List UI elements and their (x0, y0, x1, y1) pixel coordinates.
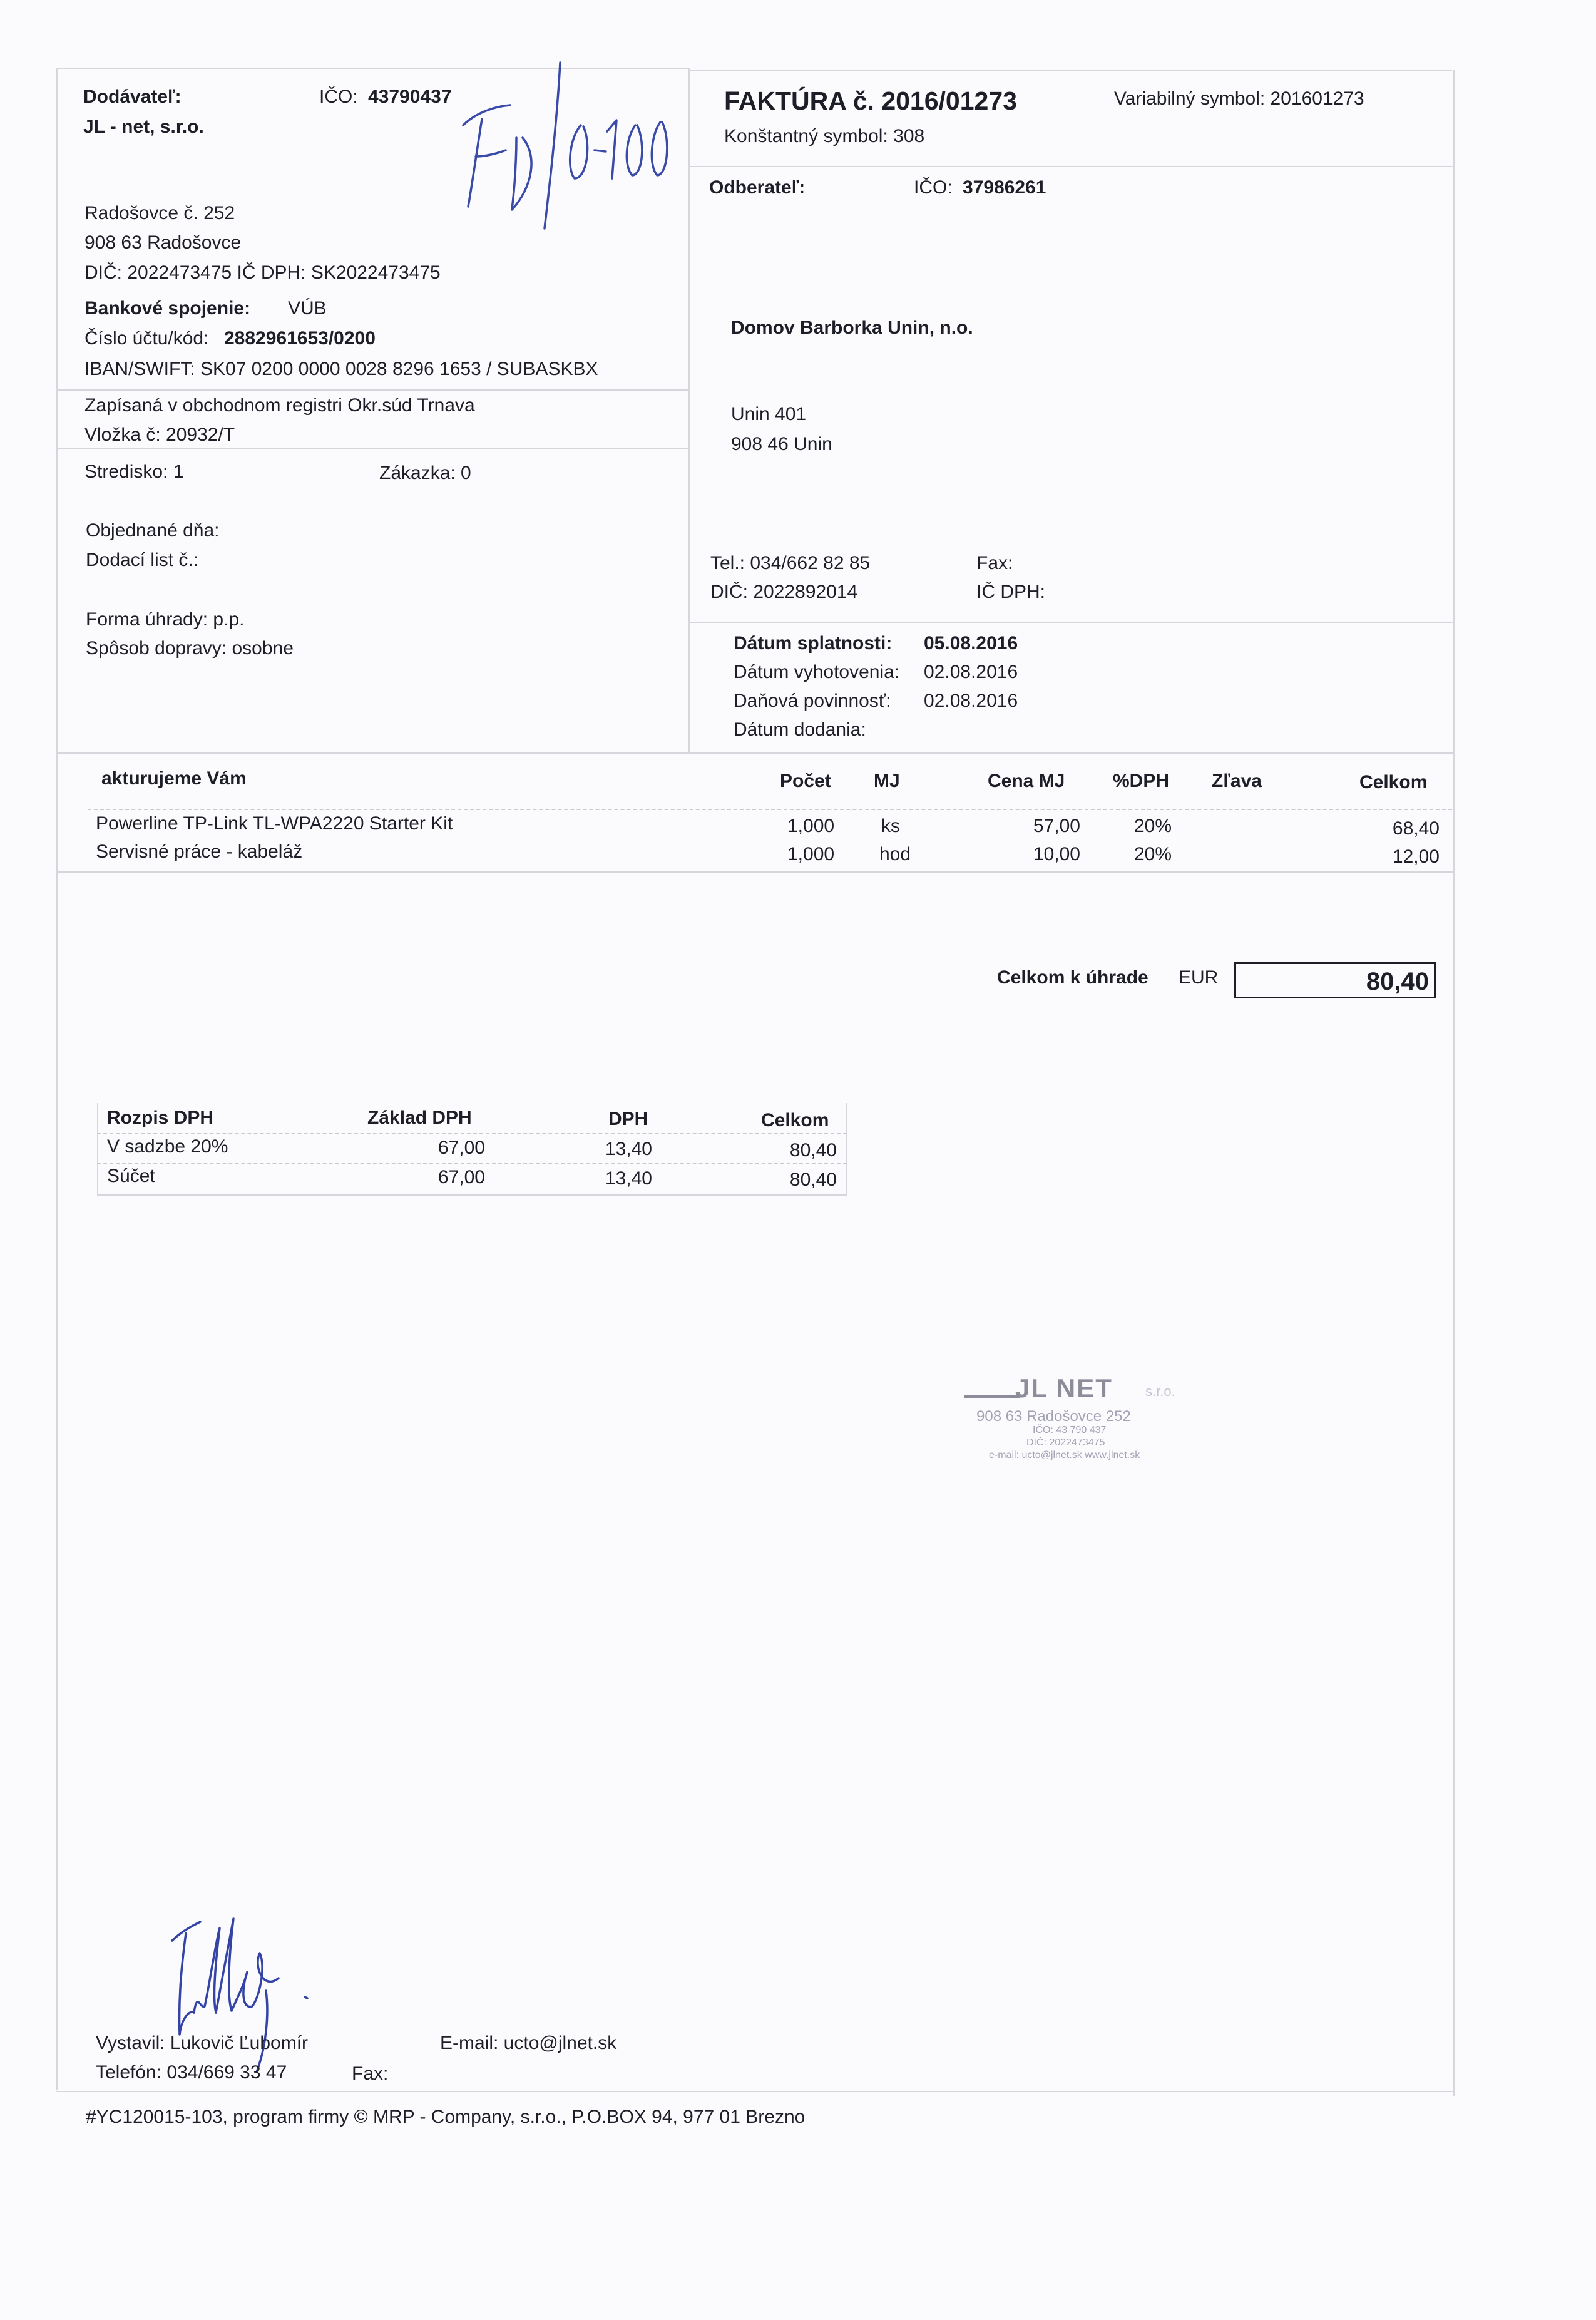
frame-bottom (56, 2091, 1455, 2092)
vat-table-header-line (97, 1133, 847, 1134)
delivery-note: Dodací list č.: (86, 550, 199, 570)
company-stamp (964, 1374, 1227, 1481)
footer-fax: Fax: (352, 2063, 389, 2084)
handwritten-note (438, 63, 682, 232)
divider-center (58, 448, 688, 449)
divider-items-top (58, 752, 1453, 754)
footer-email: E-mail: ucto@jlnet.sk (440, 2033, 617, 2053)
divider-register (58, 389, 688, 391)
item-price: 10,00 (1033, 844, 1080, 865)
divider-items-bottom (58, 871, 1453, 873)
software-credit: #YC120015-103, program firmy © MRP - Company, s.r.o., P.O.BOX 94, 977 01 Brezno (86, 2107, 806, 2127)
total-amount: 80,40 (1366, 968, 1429, 995)
tax-date: 02.08.2016 (924, 690, 1018, 711)
transport: Spôsob dopravy: osobne (86, 638, 294, 659)
item-qty: 1,000 (787, 844, 835, 865)
vat-table-row-line (97, 1163, 847, 1164)
constant-symbol: Konštantný symbol: 308 (724, 126, 925, 146)
stamp-suffix: s.r.o. (1145, 1383, 1175, 1399)
ordered-on: Objednané dňa: (86, 520, 220, 541)
item-total: 68,40 (1392, 818, 1440, 839)
frame-left (56, 68, 58, 2090)
vat-header-total: Celkom (761, 1110, 829, 1131)
account-number: 2882961653/0200 (224, 328, 376, 349)
due-date-label: Dátum splatnosti: (734, 633, 893, 654)
payment-form: Forma úhrady: p.p. (86, 609, 245, 630)
frame-middle (688, 68, 690, 753)
vat-row-label: Súčet (107, 1166, 155, 1186)
customer-label: Odberateľ: (709, 177, 806, 198)
item-vat: 20% (1134, 844, 1172, 865)
item-name: Servisné práce - kabeláž (96, 841, 303, 862)
item-unit: hod (879, 844, 911, 865)
bank-name: VÚB (288, 298, 327, 319)
divider-items-header (88, 809, 1452, 810)
total-currency: EUR (1179, 967, 1219, 988)
item-qty: 1,000 (787, 816, 835, 836)
vat-table-right (846, 1103, 847, 1196)
center-label: Stredisko: 1 (84, 461, 184, 482)
variable-symbol: Variabilný symbol: 201601273 (1114, 88, 1364, 109)
vat-row-total: 80,40 (789, 1140, 837, 1161)
due-date: 05.08.2016 (924, 633, 1018, 654)
customer-name: Domov Barborka Unin, n.o. (731, 317, 973, 338)
vat-table-bottom (97, 1194, 847, 1196)
iban-line: IBAN/SWIFT: SK07 0200 0000 0028 8296 1653 / SUBASKBX (84, 359, 598, 379)
item-unit: ks (881, 816, 900, 836)
stamp-logo-bar (964, 1395, 1020, 1398)
divider-customer (690, 166, 1453, 167)
customer-ico: 37986261 (963, 177, 1046, 198)
supplier-ico: 43790437 (368, 86, 452, 107)
vat-header-vat: DPH (608, 1109, 648, 1129)
issued-date: 02.08.2016 (924, 662, 1018, 682)
customer-icdph: IČ DPH: (976, 582, 1046, 602)
vat-header-base: Základ DPH (367, 1107, 472, 1128)
customer-ico-label: IČO: (914, 177, 953, 198)
items-header-vat: %DPH (1113, 771, 1170, 791)
order-label: Zákazka: 0 (379, 463, 471, 483)
insert-line: Vložka č: 20932/T (84, 424, 235, 445)
stamp-address: 908 63 Radošovce 252 (976, 1408, 1131, 1425)
stamp-line3: DIČ: 2022473475 (1026, 1437, 1105, 1448)
item-vat: 20% (1134, 816, 1172, 836)
total-box (1234, 962, 1436, 998)
items-header-unit: MJ (874, 771, 900, 791)
customer-street: Unin 401 (731, 404, 807, 424)
customer-dic: DIČ: 2022892014 (710, 582, 858, 602)
stamp-line4: e-mail: ucto@jlnet.sk www.jlnet.sk (989, 1450, 1140, 1460)
items-header-discount: Zľava (1212, 771, 1262, 791)
item-total: 12,00 (1392, 846, 1440, 867)
supplier-label: Dodávateľ: (83, 86, 182, 107)
supplier-ico-label: IČO: (319, 86, 358, 107)
customer-tel: Tel.: 034/662 82 85 (710, 553, 871, 573)
customer-fax: Fax: (976, 553, 1013, 573)
issued-label: Dátum vyhotovenia: (734, 662, 900, 682)
tax-label: Daňová povinnosť: (734, 690, 891, 711)
items-header-price: Cena MJ (988, 771, 1065, 791)
delivery-date-label: Dátum dodania: (734, 719, 866, 740)
vat-header-breakdown: Rozpis DPH (107, 1107, 214, 1128)
frame-right (1453, 70, 1455, 2096)
supplier-dic: DIČ: 2022473475 IČ DPH: SK2022473475 (84, 262, 441, 283)
divider-dates (690, 622, 1453, 623)
bank-label: Bankové spojenie: (84, 298, 251, 319)
frame-top-right (688, 70, 1452, 71)
vat-table-left (97, 1103, 98, 1196)
vat-row-base: 67,00 (437, 1137, 485, 1158)
item-price: 57,00 (1033, 816, 1080, 836)
supplier-street: Radošovce č. 252 (84, 203, 235, 223)
items-header-total: Celkom (1359, 772, 1428, 793)
supplier-name: JL - net, s.r.o. (83, 116, 204, 137)
items-header-description: akturujeme Vám (101, 768, 247, 789)
customer-city: 908 46 Unin (731, 434, 832, 454)
item-name: Powerline TP-Link TL-WPA2220 Starter Kit (96, 813, 453, 834)
register-line: Zapísaná v obchodnom registri Okr.súd Trnava (84, 395, 475, 416)
vat-row-label: V sadzbe 20% (107, 1136, 228, 1157)
issued-by: Vystavil: Lukovič Ľubomír (96, 2033, 309, 2053)
items-header-qty: Počet (780, 771, 831, 791)
vat-row-vat: 13,40 (605, 1168, 652, 1189)
stamp-line2: IČO: 43 790 437 (1033, 1425, 1107, 1435)
total-label: Celkom k úhrade (997, 967, 1148, 988)
supplier-city: 908 63 Radošovce (84, 232, 242, 253)
invoice-title: FAKTÚRA č. 2016/01273 (724, 86, 1017, 115)
account-label: Číslo účtu/kód: (84, 328, 209, 349)
vat-row-vat: 13,40 (605, 1139, 652, 1159)
vat-row-base: 67,00 (437, 1167, 485, 1188)
stamp-logo: JL NET (1015, 1373, 1113, 1403)
footer-phone: Telefón: 034/669 33 47 (96, 2062, 287, 2083)
vat-row-total: 80,40 (789, 1169, 837, 1190)
signature-drawing (160, 1903, 335, 2085)
